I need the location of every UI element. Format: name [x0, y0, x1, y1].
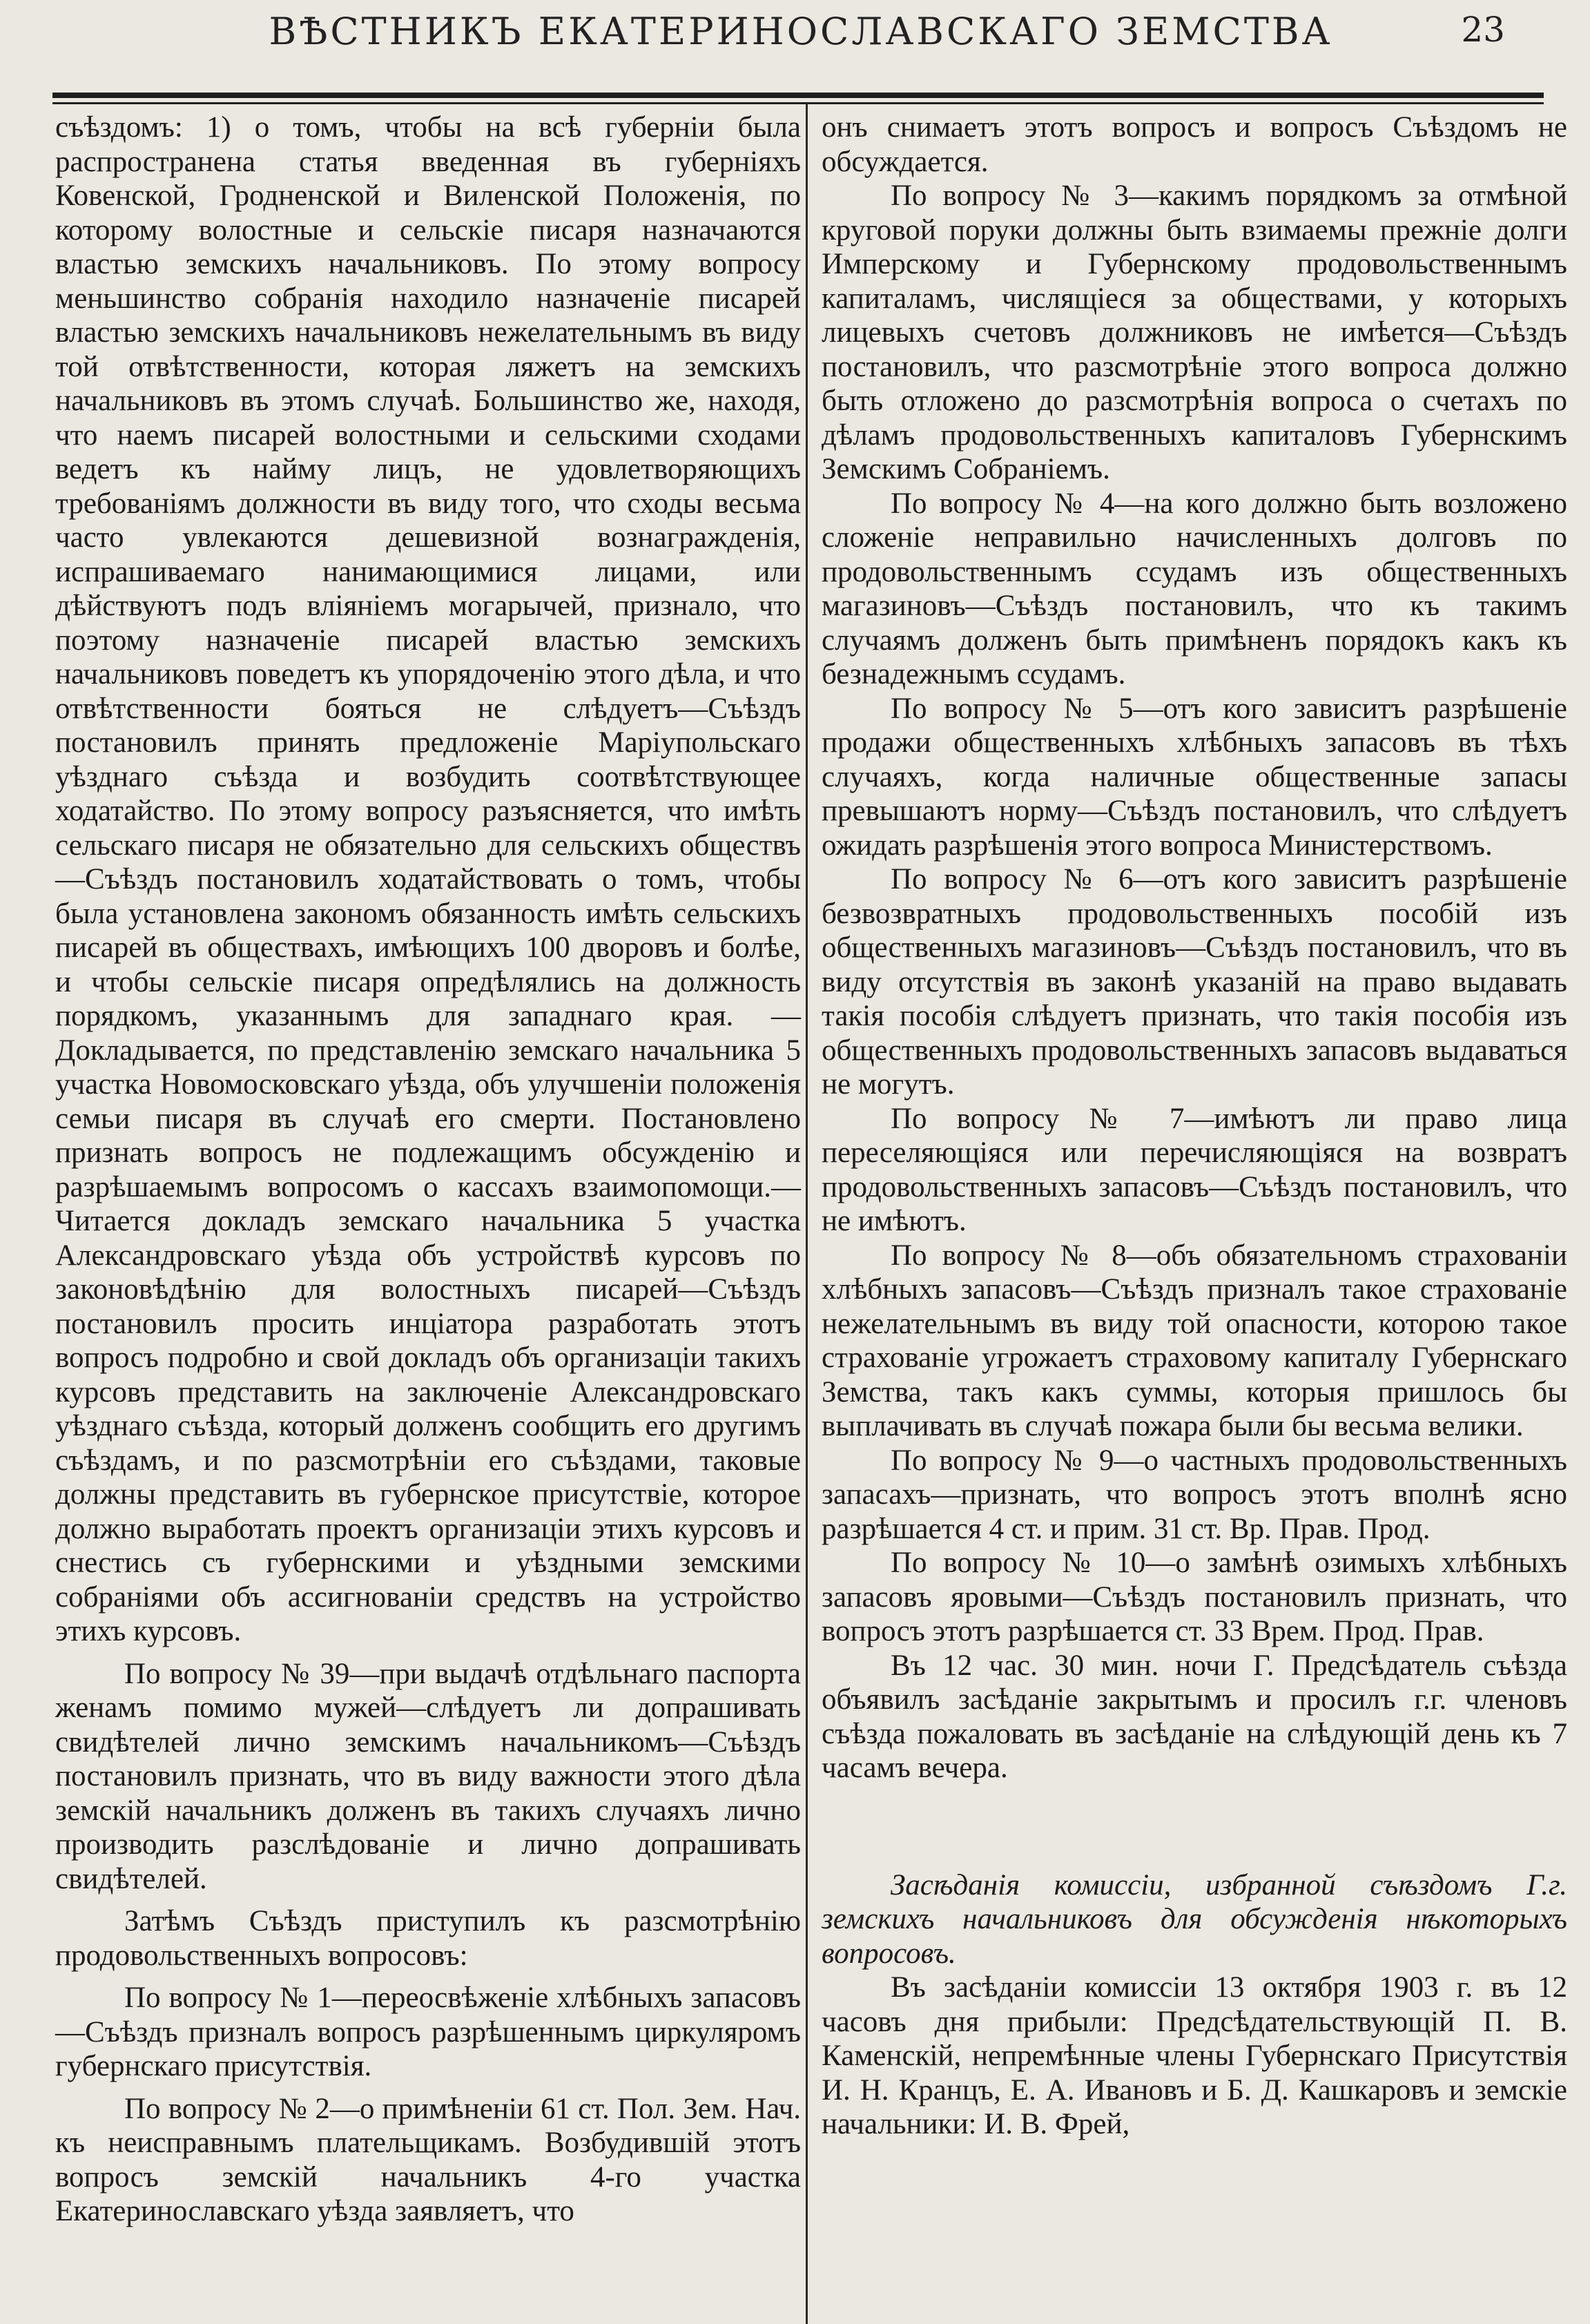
paragraph: По вопросу № 9—о частныхъ продовольственныхъ запасахъ—признать, что вопросъ этотъ вполнѣ ясно разрѣшается 4 ст. и прим. 31 ст. Вр. Прав. Прод.	[822, 1444, 1567, 1545]
paragraph: По вопросу № 39—при выдачѣ отдѣльнаго паспорта женамъ помимо мужей—слѣдуетъ ли допрашивать свидѣтелей лично земскимъ начальникомъ—Съѣздъ постановилъ признать, что въ виду важности этого дѣла земскій начальникъ долженъ въ такихъ случаяхъ лично производить разслѣдованіе и лично допрашивать свидѣтелей.	[55, 1657, 801, 1895]
section-heading: Засѣданія комиссіи, избранной съѣздомъ Г.г. земскихъ начальниковъ для обсужденія нѣкоторыхъ вопросовъ.	[822, 1868, 1567, 1970]
paragraph: Въ 12 час. 30 мин. ночи Г. Предсѣдатель съѣзда объявилъ засѣданіе закрытымъ и просилъ г.г. членовъ съѣзда пожаловать въ засѣданіе на слѣдующій день къ 7 часамъ вечера.	[822, 1649, 1567, 1784]
paragraph: По вопросу № 7—имѣютъ ли право лица переселяющіяся или перечисляющіяся на возвратъ продовольственныхъ запасовъ—Съѣздъ постановилъ, что не имѣютъ.	[822, 1102, 1567, 1237]
page-header	[55, 0, 1547, 83]
column-divider	[806, 104, 808, 2324]
left-column	[55, 110, 801, 2229]
header-rule-thick	[52, 93, 1544, 98]
paragraph: Въ засѣданіи комиссіи 13 октября 1903 г. въ 12 часовъ дня прибыли: Предсѣдательствующій П. В. Каменскій, непремѣнные члены Губернскаго Присутствія И. Н. Кранцъ, Е. А. Ивановъ и Б. Д. Кашкаровъ и земскіе начальники: И. В. Фрей,	[822, 1971, 1567, 2140]
paragraph: Затѣмъ Съѣздъ приступилъ къ разсмотрѣнію продовольственныхъ вопросовъ:	[55, 1905, 801, 1972]
paragraph: съѣздомъ: 1) о томъ, чтобы на всѣ губерніи была распространена статья введенная въ губерніяхъ Ковенской, Гродненской и Виленской Положенія, по которому волостные и сельскіе писаря назначаются властью земскихъ начальниковъ. По этому вопросу меньшинство собранія находило назначеніе писарей властью земскихъ начальниковъ нежелательнымъ въ виду той отвѣтственности, которая ляжетъ на земскихъ начальниковъ въ этомъ случаѣ. Большинство же, находя, что наемъ писарей волостными и сельскими сходами ведетъ къ найму лицъ, не удовлетворяющихъ требованіямъ должности въ виду того, что сходы весьма часто увлекаются дешевизной вознагражденія, испрашиваемаго нанимающимися лицами, или дѣйствуютъ подъ вліяніемъ могарычей, признало, что поэтому назначеніе писарей властью земскихъ начальниковъ поведетъ къ упорядоченію этого дѣла, и что отвѣтственности бояться не слѣдуетъ—Съѣздъ постановилъ принять предложеніе Маріупольскаго уѣзднаго съѣзда и возбудить соотвѣтствующее ходатайство. По этому вопросу разъясняется, что имѣть сельскаго писаря не обязательно для сельскихъ обществъ—Съѣздъ постановилъ ходатайствовать о томъ, чтобы была установлена закономъ обязанность имѣть сельскихъ писарей въ обществахъ, имѣющихъ 100 дворовъ и болѣе, и чтобы сельскіе писаря опредѣлялись на должность порядкомъ, указаннымъ для западнаго края. —Докладывается, по представленію земскаго начальника 5 участка Новомосковскаго уѣзда, объ улучшеніи положенія семьи писаря въ случаѣ его смерти. Постановлено признать вопросъ не подлежащимъ обсужденію и разрѣшаемымъ вопросомъ о кассахъ взаимопомощи.—Читается докладъ земскаго начальника 5 участка Александровскаго уѣзда объ устройствѣ курсовъ по законовѣдѣнію для волостныхъ писарей—Съѣздъ постановилъ просить инціатора разработать этотъ вопросъ подробно и свой докладъ объ организаціи такихъ курсовъ представить на заключеніе Александровскаго уѣзднаго съѣзда, который долженъ сообщить его другимъ съѣздамъ, и по разсмотрѣніи его съѣздами, таковые должны представить въ губернское присутствіе, которое должно выработать проектъ организаціи этихъ курсовъ и снестись съ губернскими и уѣздными земскими собраніями объ ассигнованіи средствъ на устройство этихъ курсовъ.	[55, 111, 801, 1647]
paragraph: По вопросу № 6—отъ кого зависитъ разрѣшеніе безвозвратныхъ продовольственныхъ пособій изъ общественныхъ магазиновъ—Съѣздъ постановилъ, что въ виду отсутствія въ законѣ указаній на право выдавать такія пособія слѣдуетъ признать, что такія пособія изъ общественныхъ продовольственныхъ запасовъ выдаваться не могутъ.	[822, 863, 1567, 1101]
journal-title: ВѢСТНИКЪ ЕКАТЕРИНОСЛАВСКАГО ЗЕМСТВА	[269, 10, 1333, 53]
paragraph: По вопросу № 2—о примѣненіи 61 ст. Пол. Зем. Нач. къ неисправнымъ плательщикамъ. Возбудившій этотъ вопросъ земскій начальникъ 4-го участка Екатеринославскаго уѣзда заявляетъ, что	[55, 2092, 801, 2227]
paragraph: По вопросу № 10—о замѣнѣ озимыхъ хлѣбныхъ запасовъ яровыми—Съѣздъ постановилъ признать, что вопросъ этотъ разрѣшается ст. 33 Врем. Прод. Прав.	[822, 1547, 1567, 1647]
header-rule-thin	[52, 102, 1544, 104]
page-number: 23	[1461, 10, 1505, 50]
paragraph: онъ снимаетъ этотъ вопросъ и вопросъ Съѣздомъ не обсуждается.	[822, 111, 1567, 178]
paragraph: По вопросу № 3—какимъ порядкомъ за отмѣной круговой поруки должны быть взимаемы прежніе долги Имперскому и Губернскому продовольственнымъ капиталамъ, числящіеся за обществами, у которыхъ лицевыхъ счетовъ должниковъ не имѣется—Съѣздъ постановилъ, что разсмотрѣніе этого вопроса должно быть отложено до разсмотрѣнія вопроса о счетахъ по дѣламъ продовольственныхъ капиталовъ Губернскимъ Земскимъ Собраніемъ.	[822, 180, 1567, 485]
right-column	[822, 110, 1567, 2142]
paragraph: По вопросу № 8—объ обязательномъ страхованіи хлѣбныхъ запасовъ—Съѣздъ призналъ такое страхованіе нежелательнымъ въ виду той опасности, которою такое страхованіе угрожаетъ страховому капиталу Губернскаго Земства, такъ какъ суммы, которыя пришлось бы выплачивать въ случаѣ пожара были бы весьма велики.	[822, 1239, 1567, 1442]
paragraph: По вопросу № 5—отъ кого зависитъ разрѣшеніе продажи общественныхъ хлѣбныхъ запасовъ въ тѣхъ случаяхъ, когда наличные общественные запасы превышаютъ норму—Съѣздъ постановилъ, что слѣдуетъ ожидать разрѣшенія этого вопроса Министерствомъ.	[822, 692, 1567, 862]
paragraph: По вопросу № 1—переосвѣженіе хлѣбныхъ запасовъ—Съѣздъ призналъ вопросъ разрѣшеннымъ циркуляромъ губернскаго присутствія.	[55, 1982, 801, 2082]
paragraph: По вопросу № 4—на кого должно быть возложено сложеніе неправильно начисленныхъ долговъ по продовольственнымъ ссудамъ изъ общественныхъ магазиновъ—Съѣздъ постановилъ, что къ такимъ случаямъ долженъ быть примѣненъ порядокъ какъ къ безнадежнымъ ссудамъ.	[822, 487, 1567, 690]
